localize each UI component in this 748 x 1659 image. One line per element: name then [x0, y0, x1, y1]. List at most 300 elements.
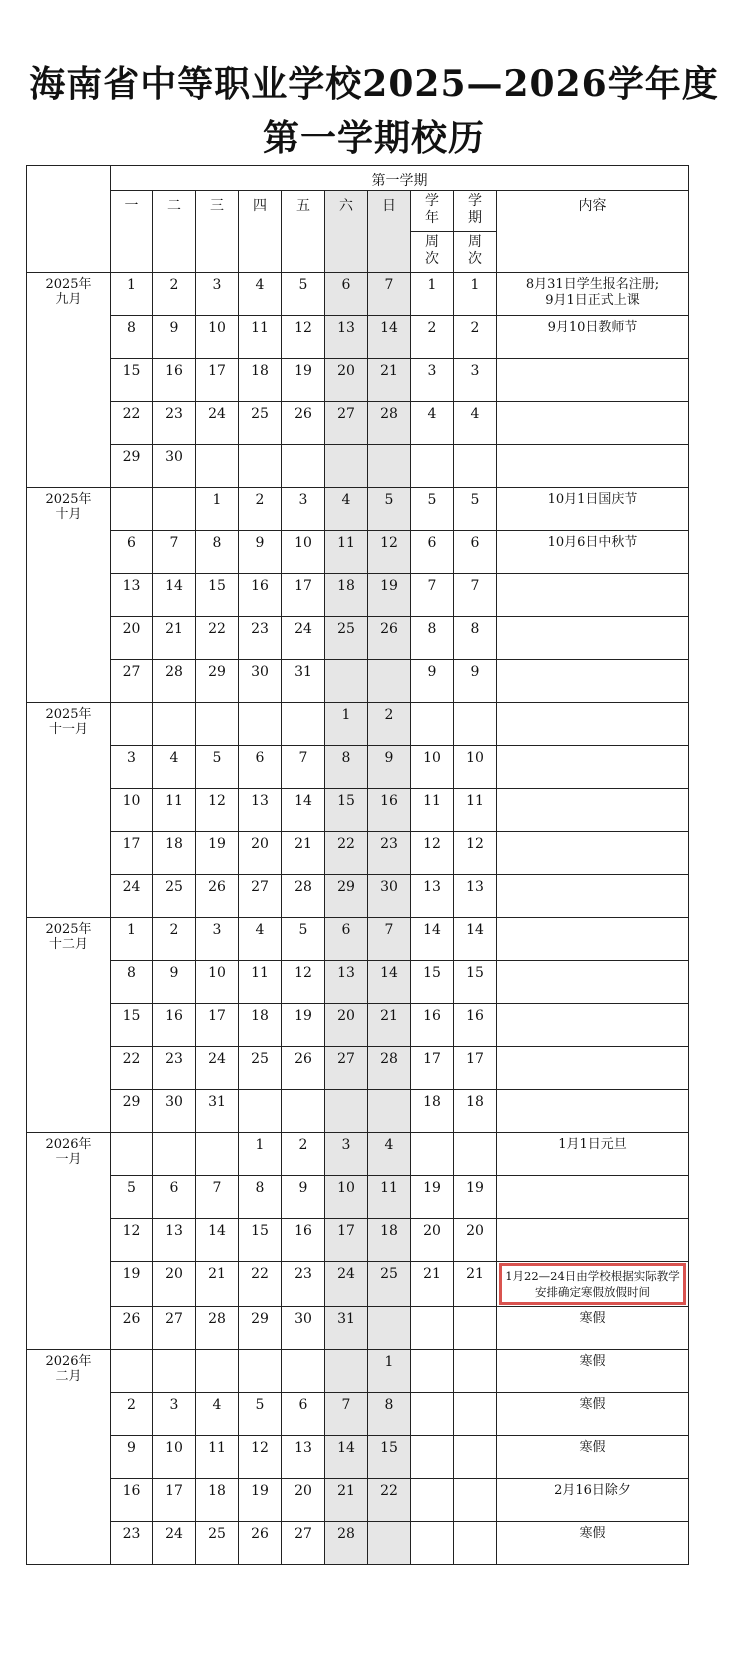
term-week-number: 20 [454, 1219, 497, 1262]
day-cell: 22 [111, 402, 153, 445]
week-row [27, 273, 689, 316]
day-cell: 7 [282, 746, 325, 789]
school-week-number [411, 1307, 454, 1350]
school-week-number: 1 [411, 273, 454, 316]
school-week-number: 14 [411, 918, 454, 961]
day-cell: 22 [239, 1262, 282, 1307]
content-cell: 8月31日学生报名注册; 9月1日正式上课 [497, 273, 689, 316]
day-cell: 22 [325, 832, 368, 875]
content-cell: 寒假 [497, 1307, 689, 1350]
content-cell: 10月1日国庆节 [497, 488, 689, 531]
day-cell: 10 [282, 531, 325, 574]
day-cell: 30 [368, 875, 411, 918]
month-label: 2026年 二月 [27, 1350, 111, 1565]
week-row [27, 1479, 689, 1522]
week-row [27, 703, 689, 746]
week-row [27, 961, 689, 1004]
day-cell: 15 [111, 1004, 153, 1047]
day-cell: 25 [325, 617, 368, 660]
day-cell [239, 703, 282, 746]
day-cell: 20 [282, 1479, 325, 1522]
day-cell: 27 [282, 1522, 325, 1565]
day-cell [239, 445, 282, 488]
day-cell: 4 [153, 746, 196, 789]
content-cell: 寒假 [497, 1436, 689, 1479]
day-cell: 23 [282, 1262, 325, 1307]
content-cell [497, 875, 689, 918]
day-cell: 11 [196, 1436, 239, 1479]
term-week-number: 7 [454, 574, 497, 617]
month-label: 2025年 九月 [27, 273, 111, 488]
day-cell: 14 [325, 1436, 368, 1479]
day-cell: 13 [325, 316, 368, 359]
day-cell: 7 [153, 531, 196, 574]
term-week-number [454, 1350, 497, 1393]
day-cell: 23 [368, 832, 411, 875]
day-cell: 17 [282, 574, 325, 617]
day-cell: 12 [282, 961, 325, 1004]
week-row [27, 316, 689, 359]
day-cell: 27 [153, 1307, 196, 1350]
day-cell: 10 [153, 1436, 196, 1479]
day-cell [368, 660, 411, 703]
day-cell: 29 [325, 875, 368, 918]
day-cell: 5 [239, 1393, 282, 1436]
weekday-header: 六 [325, 191, 368, 273]
day-cell: 23 [239, 617, 282, 660]
weekday-header: 日 [368, 191, 411, 273]
day-cell: 3 [325, 1133, 368, 1176]
day-cell [196, 1133, 239, 1176]
content-cell [497, 359, 689, 402]
day-cell: 9 [282, 1176, 325, 1219]
calendar-title-line1: 海南省中等职业学校2025—2026学年度 [29, 63, 719, 105]
day-cell [153, 488, 196, 531]
day-cell: 4 [239, 918, 282, 961]
school-week-number: 18 [411, 1090, 454, 1133]
school-week-number: 16 [411, 1004, 454, 1047]
day-cell: 2 [153, 918, 196, 961]
day-cell: 28 [196, 1307, 239, 1350]
day-cell: 18 [368, 1219, 411, 1262]
week-row [27, 531, 689, 574]
day-cell: 8 [111, 961, 153, 1004]
day-cell [196, 1350, 239, 1393]
term-week-number [454, 1479, 497, 1522]
day-cell: 30 [153, 445, 196, 488]
day-cell: 4 [368, 1133, 411, 1176]
day-cell: 18 [239, 1004, 282, 1047]
day-cell: 18 [239, 359, 282, 402]
day-cell: 11 [239, 316, 282, 359]
day-cell: 15 [325, 789, 368, 832]
corner-cell [27, 166, 111, 273]
day-cell: 8 [325, 746, 368, 789]
school-week-number: 6 [411, 531, 454, 574]
content-cell [497, 574, 689, 617]
day-cell: 28 [325, 1522, 368, 1565]
day-cell: 18 [325, 574, 368, 617]
day-cell [325, 1090, 368, 1133]
day-cell [111, 488, 153, 531]
school-week-count-header: 周 次 [411, 232, 454, 273]
school-week-number [411, 1133, 454, 1176]
day-cell: 24 [111, 875, 153, 918]
day-cell: 9 [368, 746, 411, 789]
day-cell [153, 1350, 196, 1393]
school-week-number [411, 1436, 454, 1479]
month-label: 2025年 十一月 [27, 703, 111, 918]
month-label: 2026年 一月 [27, 1133, 111, 1350]
school-week-header: 学 年 [411, 191, 454, 232]
day-cell: 28 [153, 660, 196, 703]
day-cell: 8 [196, 531, 239, 574]
weekday-header: 三 [196, 191, 239, 273]
day-cell [239, 1350, 282, 1393]
term-week-number: 21 [454, 1262, 497, 1307]
day-cell: 14 [196, 1219, 239, 1262]
day-cell: 30 [239, 660, 282, 703]
day-cell: 19 [196, 832, 239, 875]
day-cell: 6 [239, 746, 282, 789]
content-cell [497, 1047, 689, 1090]
day-cell [282, 703, 325, 746]
week-row [27, 1090, 689, 1133]
week-row [27, 1004, 689, 1047]
day-cell: 10 [325, 1176, 368, 1219]
day-cell: 26 [282, 402, 325, 445]
term-week-number: 16 [454, 1004, 497, 1047]
day-cell: 25 [368, 1262, 411, 1307]
day-cell: 6 [153, 1176, 196, 1219]
week-row [27, 875, 689, 918]
day-cell: 21 [368, 359, 411, 402]
day-cell: 24 [153, 1522, 196, 1565]
school-week-number [411, 445, 454, 488]
week-row [27, 402, 689, 445]
day-cell: 1 [368, 1350, 411, 1393]
day-cell: 3 [196, 273, 239, 316]
day-cell: 12 [111, 1219, 153, 1262]
term-week-number: 13 [454, 875, 497, 918]
day-cell: 30 [282, 1307, 325, 1350]
week-row [27, 660, 689, 703]
day-cell: 9 [153, 961, 196, 1004]
content-cell [497, 1090, 689, 1133]
term-week-number: 15 [454, 961, 497, 1004]
day-cell: 4 [239, 273, 282, 316]
school-week-number [411, 1479, 454, 1522]
content-cell: 1月1日元旦 [497, 1133, 689, 1176]
day-cell: 25 [239, 1047, 282, 1090]
day-cell [111, 1350, 153, 1393]
day-cell: 29 [111, 445, 153, 488]
week-row [27, 1393, 689, 1436]
term-week-number [454, 1307, 497, 1350]
week-row [27, 832, 689, 875]
day-cell: 20 [325, 359, 368, 402]
content-cell [497, 789, 689, 832]
day-cell: 3 [282, 488, 325, 531]
day-cell: 23 [153, 402, 196, 445]
day-cell: 22 [111, 1047, 153, 1090]
day-cell: 30 [153, 1090, 196, 1133]
weekday-header: 五 [282, 191, 325, 273]
week-row [27, 574, 689, 617]
day-cell: 29 [239, 1307, 282, 1350]
school-week-number: 15 [411, 961, 454, 1004]
term-week-header: 学 期 [454, 191, 497, 232]
content-cell: 寒假 [497, 1350, 689, 1393]
day-cell: 31 [325, 1307, 368, 1350]
day-cell: 13 [111, 574, 153, 617]
day-cell: 7 [325, 1393, 368, 1436]
day-cell: 24 [196, 1047, 239, 1090]
week-row [27, 1176, 689, 1219]
month-label: 2025年 十月 [27, 488, 111, 703]
day-cell: 18 [153, 832, 196, 875]
week-row [27, 1133, 689, 1176]
day-cell: 4 [196, 1393, 239, 1436]
week-row [27, 488, 689, 531]
day-cell: 19 [239, 1479, 282, 1522]
term-week-number: 19 [454, 1176, 497, 1219]
day-cell: 5 [368, 488, 411, 531]
day-cell: 10 [111, 789, 153, 832]
day-cell: 3 [196, 918, 239, 961]
day-cell: 13 [239, 789, 282, 832]
day-cell: 25 [153, 875, 196, 918]
day-cell: 31 [196, 1090, 239, 1133]
day-cell: 1 [111, 918, 153, 961]
week-row [27, 1219, 689, 1262]
day-cell: 28 [282, 875, 325, 918]
week-row [27, 359, 689, 402]
day-cell: 24 [196, 402, 239, 445]
day-cell [282, 445, 325, 488]
term-week-number: 10 [454, 746, 497, 789]
term-week-number [454, 1393, 497, 1436]
day-cell: 12 [368, 531, 411, 574]
content-cell [497, 1219, 689, 1262]
day-cell: 19 [282, 1004, 325, 1047]
day-cell: 23 [153, 1047, 196, 1090]
day-cell: 16 [153, 359, 196, 402]
day-cell: 20 [111, 617, 153, 660]
term-week-number: 9 [454, 660, 497, 703]
school-week-number: 20 [411, 1219, 454, 1262]
day-cell: 24 [325, 1262, 368, 1307]
day-cell: 2 [239, 488, 282, 531]
term-week-number: 8 [454, 617, 497, 660]
day-cell: 19 [111, 1262, 153, 1307]
day-cell: 22 [196, 617, 239, 660]
day-cell: 7 [368, 918, 411, 961]
day-cell: 10 [196, 316, 239, 359]
day-cell: 5 [282, 918, 325, 961]
content-cell: 寒假 [497, 1393, 689, 1436]
term-week-number: 11 [454, 789, 497, 832]
day-cell [196, 445, 239, 488]
day-cell: 8 [239, 1176, 282, 1219]
content-cell [497, 703, 689, 746]
day-cell: 17 [196, 1004, 239, 1047]
week-row [27, 1262, 689, 1307]
term-week-number: 2 [454, 316, 497, 359]
content-cell [497, 1176, 689, 1219]
weekday-header: 二 [153, 191, 196, 273]
day-cell [368, 1090, 411, 1133]
content-cell [497, 660, 689, 703]
day-cell: 21 [153, 617, 196, 660]
day-cell: 21 [196, 1262, 239, 1307]
term-week-number: 17 [454, 1047, 497, 1090]
day-cell: 28 [368, 402, 411, 445]
content-cell: 9月10日教师节 [497, 316, 689, 359]
school-week-number: 7 [411, 574, 454, 617]
day-cell: 25 [196, 1522, 239, 1565]
day-cell [282, 1090, 325, 1133]
day-cell: 15 [368, 1436, 411, 1479]
content-cell [497, 617, 689, 660]
day-cell: 11 [368, 1176, 411, 1219]
day-cell: 5 [196, 746, 239, 789]
school-week-number: 13 [411, 875, 454, 918]
day-cell [325, 445, 368, 488]
day-cell: 20 [153, 1262, 196, 1307]
day-cell [325, 1350, 368, 1393]
term-week-number [454, 445, 497, 488]
day-cell: 19 [368, 574, 411, 617]
day-cell: 26 [282, 1047, 325, 1090]
day-cell: 15 [239, 1219, 282, 1262]
day-cell: 7 [368, 273, 411, 316]
week-row [27, 789, 689, 832]
day-cell: 29 [196, 660, 239, 703]
day-cell: 26 [111, 1307, 153, 1350]
school-week-number: 21 [411, 1262, 454, 1307]
day-cell: 3 [111, 746, 153, 789]
day-cell: 14 [153, 574, 196, 617]
term-week-number: 6 [454, 531, 497, 574]
day-cell: 16 [153, 1004, 196, 1047]
content-cell [497, 832, 689, 875]
day-cell: 20 [239, 832, 282, 875]
term-week-number [454, 703, 497, 746]
day-cell: 26 [239, 1522, 282, 1565]
day-cell: 5 [111, 1176, 153, 1219]
day-cell: 13 [325, 961, 368, 1004]
term-week-number [454, 1522, 497, 1565]
day-cell: 27 [111, 660, 153, 703]
day-cell: 12 [196, 789, 239, 832]
day-cell [368, 1307, 411, 1350]
week-row [27, 1436, 689, 1479]
week-row [27, 445, 689, 488]
day-cell: 1 [239, 1133, 282, 1176]
day-cell: 2 [282, 1133, 325, 1176]
term-week-count-header: 周 次 [454, 232, 497, 273]
content-cell [497, 1262, 689, 1307]
content-cell [497, 445, 689, 488]
day-cell [282, 1350, 325, 1393]
school-week-number: 11 [411, 789, 454, 832]
day-cell: 14 [368, 961, 411, 1004]
day-cell: 19 [282, 359, 325, 402]
month-label: 2025年 十二月 [27, 918, 111, 1133]
school-week-number: 4 [411, 402, 454, 445]
term-week-number: 1 [454, 273, 497, 316]
day-cell [368, 1522, 411, 1565]
content-cell [497, 1004, 689, 1047]
day-cell: 12 [239, 1436, 282, 1479]
day-cell: 12 [282, 316, 325, 359]
day-cell: 17 [111, 832, 153, 875]
day-cell: 10 [196, 961, 239, 1004]
week-row [27, 1307, 689, 1350]
term-week-number: 3 [454, 359, 497, 402]
day-cell: 21 [325, 1479, 368, 1522]
school-week-number [411, 1350, 454, 1393]
week-row [27, 617, 689, 660]
school-week-number: 9 [411, 660, 454, 703]
day-cell [196, 703, 239, 746]
day-cell: 4 [325, 488, 368, 531]
day-cell: 21 [282, 832, 325, 875]
day-cell: 7 [196, 1176, 239, 1219]
day-cell: 3 [153, 1393, 196, 1436]
school-week-number: 5 [411, 488, 454, 531]
day-cell: 18 [196, 1479, 239, 1522]
week-row [27, 1047, 689, 1090]
term-week-number: 5 [454, 488, 497, 531]
day-cell: 24 [282, 617, 325, 660]
day-cell: 16 [111, 1479, 153, 1522]
term-week-number [454, 1133, 497, 1176]
calendar-title-line2: 第一学期校历 [262, 117, 485, 159]
day-cell: 16 [368, 789, 411, 832]
day-cell: 27 [325, 402, 368, 445]
day-cell [325, 660, 368, 703]
school-week-number: 8 [411, 617, 454, 660]
day-cell: 16 [239, 574, 282, 617]
day-cell: 8 [368, 1393, 411, 1436]
day-cell: 17 [325, 1219, 368, 1262]
day-cell [153, 703, 196, 746]
content-cell [497, 918, 689, 961]
day-cell: 2 [368, 703, 411, 746]
day-cell: 31 [282, 660, 325, 703]
day-cell: 27 [325, 1047, 368, 1090]
content-cell [497, 746, 689, 789]
day-cell: 13 [282, 1436, 325, 1479]
school-week-number: 12 [411, 832, 454, 875]
semester-header: 第一学期 [111, 166, 689, 191]
day-cell: 15 [196, 574, 239, 617]
day-cell: 27 [239, 875, 282, 918]
day-cell: 17 [153, 1479, 196, 1522]
day-cell [111, 703, 153, 746]
content-cell: 10月6日中秋节 [497, 531, 689, 574]
day-cell: 15 [111, 359, 153, 402]
day-cell: 28 [368, 1047, 411, 1090]
day-cell: 1 [325, 703, 368, 746]
content-cell [497, 961, 689, 1004]
day-cell: 21 [368, 1004, 411, 1047]
week-row [27, 746, 689, 789]
term-week-number: 12 [454, 832, 497, 875]
day-cell: 9 [239, 531, 282, 574]
